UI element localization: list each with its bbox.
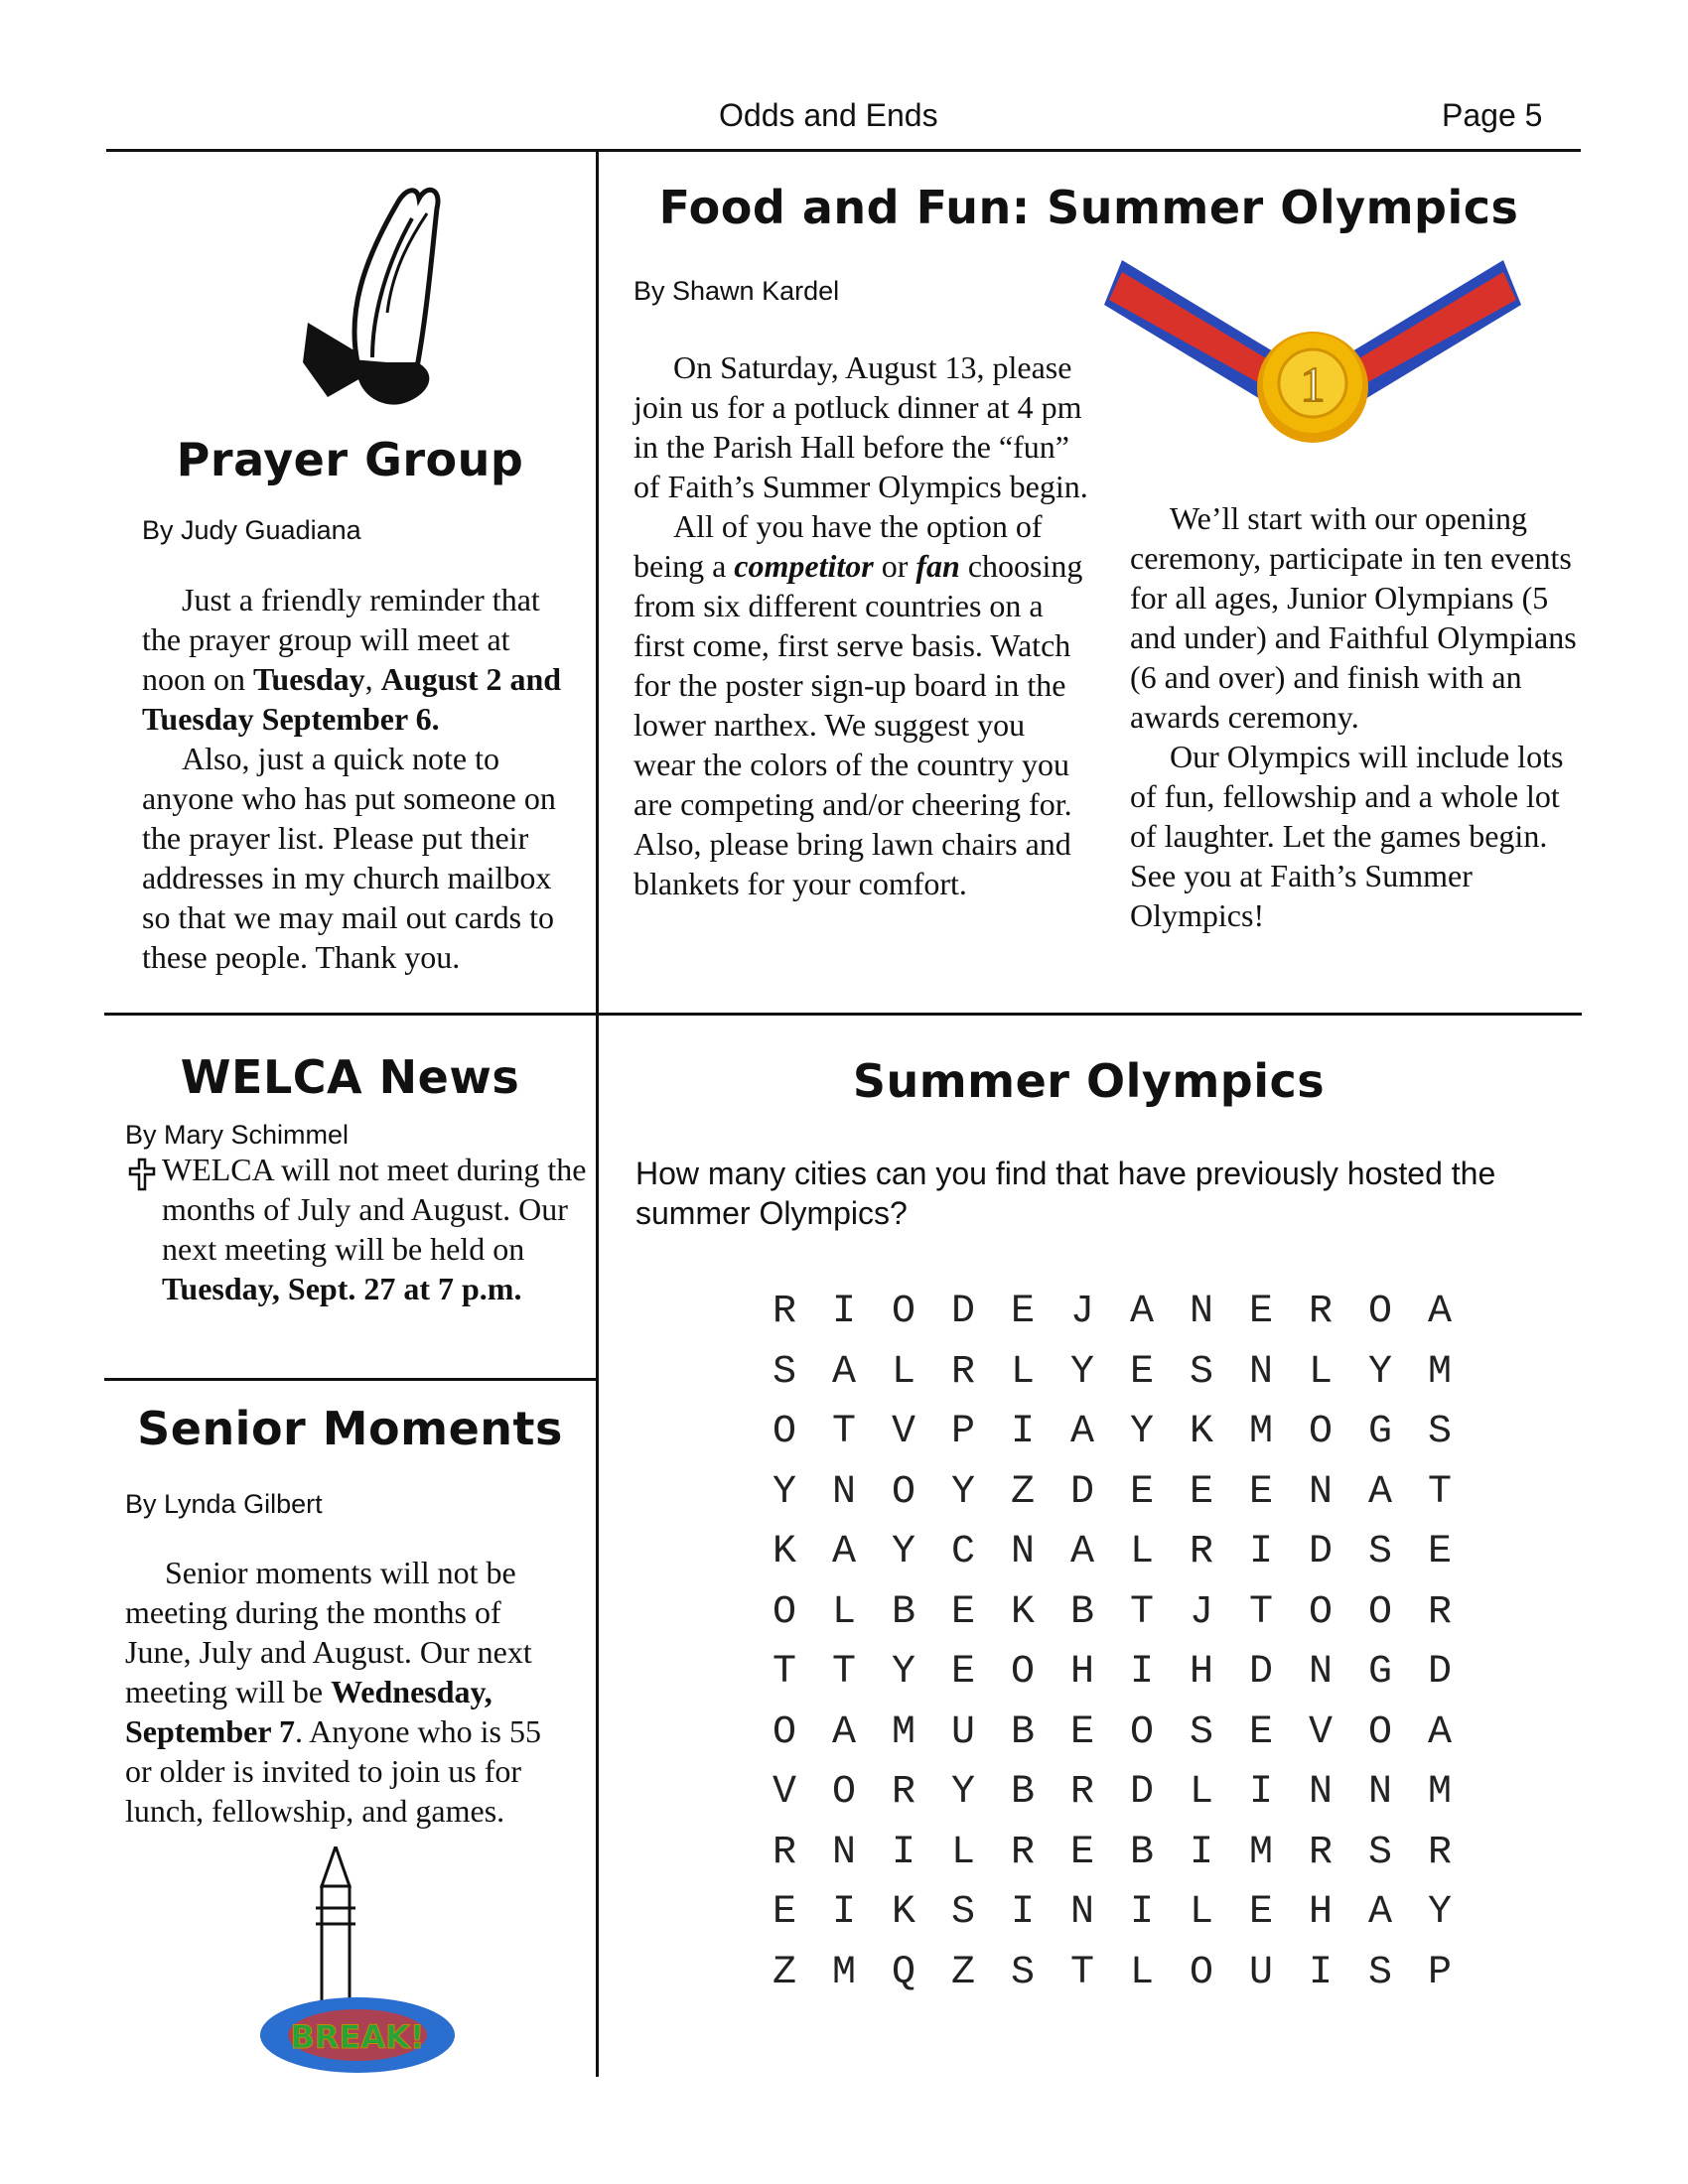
break-label: BREAK! [290,2018,425,2056]
word-search-letter: B [1010,1709,1035,1755]
food-and-fun-column-1 [633,347,1090,903]
food-and-fun-title: Food and Fun: Summer Olympics [658,181,1519,234]
word-search-letter: E [772,1890,796,1935]
word-search-letter: O [772,1410,796,1454]
word-search-letter: I [831,1890,856,1935]
word-search-letter: N [1069,1890,1094,1935]
word-search-letter: O [1129,1709,1154,1755]
word-search-letter: Y [891,1650,915,1695]
word-search-letter: E [1427,1530,1452,1574]
word-search-letter: S [1189,1709,1213,1755]
word-search-letter: C [950,1530,975,1574]
word-search-letter: T [1427,1469,1452,1515]
word-search-letter: Z [950,1950,975,1995]
word-search-letter: Y [1427,1890,1452,1935]
word-search-letter: O [772,1589,796,1635]
word-search-letter: M [1248,1410,1273,1454]
prayer-paragraph-1: Just a friendly reminder that the prayer group will meet at noon on Tuesday, August 2 and Tuesday September 6. [142,582,562,737]
word-search-letter: E [1069,1709,1094,1755]
word-search-title: Summer Olympics [852,1054,1326,1108]
word-search-letter: I [891,1830,915,1875]
word-search-letter: I [1129,1890,1154,1935]
word-search-letter: R [891,1770,915,1815]
word-search-letter: B [891,1589,915,1635]
word-search-letter: S [1367,1530,1392,1574]
word-search-letter: R [1189,1530,1213,1574]
word-search-row [755,1343,1470,1404]
food-and-fun-column-2 [1130,498,1577,935]
food-paragraph-2: All of you have the option of being a competitor or fan choosing from six different countries on a first come, first serve basis. Watch for the poster sign-up board in the lower narthex. We suggest you wear the colors of the country you are competing and/or cheering for. Also, please bring lawn chairs and blankets for your comfort. [633,508,1083,901]
word-search-letter: O [772,1709,796,1755]
word-search-letter: E [1248,1890,1273,1935]
prayer-group-title: Prayer Group [176,433,524,486]
word-search-letter: V [1308,1709,1333,1755]
word-search-letter: L [891,1349,915,1395]
word-search-letter: J [1069,1290,1094,1334]
word-search-row [755,1463,1470,1524]
word-search-letter: P [950,1410,975,1454]
word-search-letter: R [1308,1830,1333,1875]
word-search-letter: E [1248,1290,1273,1334]
header-rule [106,149,1581,152]
word-search-letter: B [1129,1830,1154,1875]
word-search-letter: R [1069,1770,1094,1815]
word-search-letter: P [1427,1950,1452,1995]
word-search-letter: A [1427,1709,1452,1755]
word-search-letter: T [1069,1950,1094,1995]
word-search-letter: E [1189,1469,1213,1515]
word-search-letter: O [1367,1290,1392,1334]
word-search-letter: O [891,1290,915,1334]
word-search-letter: H [1189,1650,1213,1695]
word-search-letter: O [1308,1410,1333,1454]
gold-medal-icon [1104,260,1521,449]
word-search-letter: N [831,1830,856,1875]
word-search-row [755,1704,1470,1764]
word-search-letter: U [950,1709,975,1755]
senior-moments-body: Senior moments will not be meeting during the months of June, July and August. Our next meeting will be Wednesday, September 7. Anyone who is 55 or older is invited to join us for lunch, fellowship, and games. [125,1555,541,1829]
break-rocket-icon [256,1846,460,2077]
column-divider [596,151,599,2077]
word-search-letter: Y [772,1469,796,1515]
word-search-letter: Y [950,1770,975,1815]
word-search-letter: K [1189,1410,1213,1454]
word-search-row [755,1523,1470,1583]
running-header-title: Odds and Ends [719,97,938,133]
word-search-letter: V [772,1770,796,1815]
word-search-letter: Y [950,1469,975,1515]
word-search-letter: R [772,1290,796,1334]
word-search-letter: L [1308,1349,1333,1395]
word-search-question: How many cities can you find that have previously hosted the summer Olympics? [635,1156,1496,1231]
word-search-letter: J [1189,1589,1213,1635]
word-search-letter: R [1308,1290,1333,1334]
word-search-letter: D [1129,1770,1154,1815]
word-search-letter: S [1367,1950,1392,1995]
prayer-group-byline: By Judy Guadiana [142,515,361,545]
word-search-letter: A [1367,1890,1392,1935]
section-rule-left [104,1378,597,1381]
word-search-letter: S [1010,1950,1035,1995]
food-paragraph-1: On Saturday, August 13, please join us for a potluck dinner at 4 pm in the Parish Hall before the “fun” of Faith’s Summer Olympics begin. [633,349,1088,504]
word-search-letter: M [831,1950,856,1995]
word-search-letter: L [1129,1530,1154,1574]
word-search-letter: E [950,1650,975,1695]
food-paragraph-3: We’ll start with our opening ceremony, participate in ten events for all ages, Junior Olympians (5 and under) and Faithful Olympians (6 and over) and finish with an awards ceremony. [1130,500,1577,735]
word-search-letter: T [1248,1589,1273,1635]
word-search-letter: T [831,1650,856,1695]
word-search-letter: E [1129,1349,1154,1395]
welca-news-title: WELCA News [180,1050,520,1104]
word-search-letter: L [1189,1890,1213,1935]
word-search-letter: Y [1069,1349,1094,1395]
cross-bullet-icon [125,1158,159,1191]
word-search-letter: O [831,1770,856,1815]
page-number: Page 5 [1442,97,1543,133]
word-search-letter: I [1129,1650,1154,1695]
word-search-letter: R [772,1830,796,1875]
word-search-letter: S [1189,1349,1213,1395]
word-search-letter: S [1367,1830,1392,1875]
word-search-row [755,1824,1470,1884]
word-search-row [755,1403,1470,1463]
word-search-letter: E [1010,1290,1035,1334]
word-search-letter: N [1308,1770,1333,1815]
word-search-letter: G [1367,1410,1392,1454]
word-search-letter: N [1367,1770,1392,1815]
word-search-letter: A [1069,1410,1094,1454]
word-search-letter: O [1367,1589,1392,1635]
medal-number: 1 [1300,356,1326,412]
word-search-letter: U [1248,1950,1273,1995]
word-search-row [755,1883,1470,1944]
word-search-letter: M [1248,1830,1273,1875]
word-search-letter: K [772,1530,796,1574]
word-search-letter: H [1308,1890,1333,1935]
word-search-letter: O [1010,1650,1035,1695]
word-search-letter: E [1248,1469,1273,1515]
word-search-letter: A [831,1709,856,1755]
word-search-letter: D [950,1290,975,1334]
word-search-row [755,1643,1470,1704]
word-search-letter: D [1308,1530,1333,1574]
word-search-letter: A [1427,1290,1452,1334]
word-search-letter: T [831,1410,856,1454]
word-search-letter: R [1427,1589,1452,1635]
senior-moments-byline: By Lynda Gilbert [125,1489,323,1519]
prayer-group-body [142,580,579,977]
word-search-letter: D [1069,1469,1094,1515]
word-search-grid [755,1283,1470,2003]
word-search-letter: T [1129,1589,1154,1635]
word-search-letter: N [1248,1349,1273,1395]
word-search-letter: T [772,1650,796,1695]
word-search-letter: I [1010,1890,1035,1935]
word-search-letter: E [1069,1830,1094,1875]
word-search-letter: D [1427,1650,1452,1695]
word-search-letter: L [831,1589,856,1635]
word-search-letter: S [772,1349,796,1395]
senior-moments-title: Senior Moments [137,1402,563,1455]
word-search-letter: R [950,1349,975,1395]
word-search-letter: I [1248,1530,1273,1574]
word-search-letter: I [1189,1830,1213,1875]
word-search-letter: L [950,1830,975,1875]
word-search-letter: A [1129,1290,1154,1334]
word-search-letter: R [1427,1830,1452,1875]
word-search-letter: D [1248,1650,1273,1695]
word-search-letter: M [891,1709,915,1755]
word-search-letter: I [1010,1410,1035,1454]
word-search-letter: E [1129,1469,1154,1515]
word-search-letter: R [1010,1830,1035,1875]
word-search-letter: A [1367,1469,1392,1515]
word-search-letter: N [1010,1530,1035,1574]
word-search-letter: A [831,1349,856,1395]
word-search-letter: I [831,1290,856,1334]
word-search-letter: L [1129,1950,1154,1995]
word-search-letter: O [1308,1589,1333,1635]
word-search-letter: Q [891,1950,915,1995]
word-search-letter: A [1069,1530,1094,1574]
praying-hands-icon [288,164,467,417]
word-search-letter: K [891,1890,915,1935]
welca-news-byline: By Mary Schimmel [125,1120,350,1150]
word-search-letter: Y [891,1530,915,1574]
word-search-letter: H [1069,1650,1094,1695]
word-search-row [755,1283,1470,1343]
word-search-letter: S [950,1890,975,1935]
word-search-letter: O [1367,1709,1392,1755]
word-search-letter: S [1427,1410,1452,1454]
word-search-letter: N [1308,1469,1333,1515]
word-search-row [755,1944,1470,2004]
word-search-letter: N [1308,1650,1333,1695]
word-search-letter: Z [1010,1469,1035,1515]
word-search-letter: O [891,1469,915,1515]
word-search-letter: E [1248,1709,1273,1755]
word-search-letter: V [891,1410,915,1454]
food-paragraph-4: Our Olympics will include lots of fun, fellowship and a whole lot of laughter. Let the games begin. See you at Faith’s Summer Olympics! [1130,739,1564,933]
word-search-letter: K [1010,1589,1035,1635]
word-search-letter: Y [1129,1410,1154,1454]
word-search-letter: N [1189,1290,1213,1334]
word-search-letter: O [1189,1950,1213,1995]
word-search-letter: L [1189,1770,1213,1815]
word-search-letter: B [1010,1770,1035,1815]
word-search-letter: N [831,1469,856,1515]
word-search-row [755,1583,1470,1644]
welca-news-body: WELCA will not meet during the months of July and August. Our next meeting will be held on Tuesday, Sept. 27 at 7 p.m. [162,1152,587,1306]
word-search-row [755,1763,1470,1824]
word-search-letter: G [1367,1650,1392,1695]
word-search-letter: M [1427,1349,1452,1395]
word-search-letter: M [1427,1770,1452,1815]
word-search-letter: E [950,1589,975,1635]
word-search-letter: I [1248,1770,1273,1815]
word-search-letter: L [1010,1349,1035,1395]
food-and-fun-byline: By Shawn Kardel [633,276,840,306]
word-search-letter: I [1308,1950,1333,1995]
prayer-paragraph-2: Also, just a quick note to anyone who has put someone on the prayer list. Please put their addresses in my church mailbox so that we may mail out cards to these people. Thank you. [142,741,556,975]
word-search-letter: A [831,1530,856,1574]
word-search-letter: B [1069,1589,1094,1635]
word-search-letter: Y [1367,1349,1392,1395]
word-search-letter: Z [772,1950,796,1995]
section-rule-middle [104,1013,1582,1016]
